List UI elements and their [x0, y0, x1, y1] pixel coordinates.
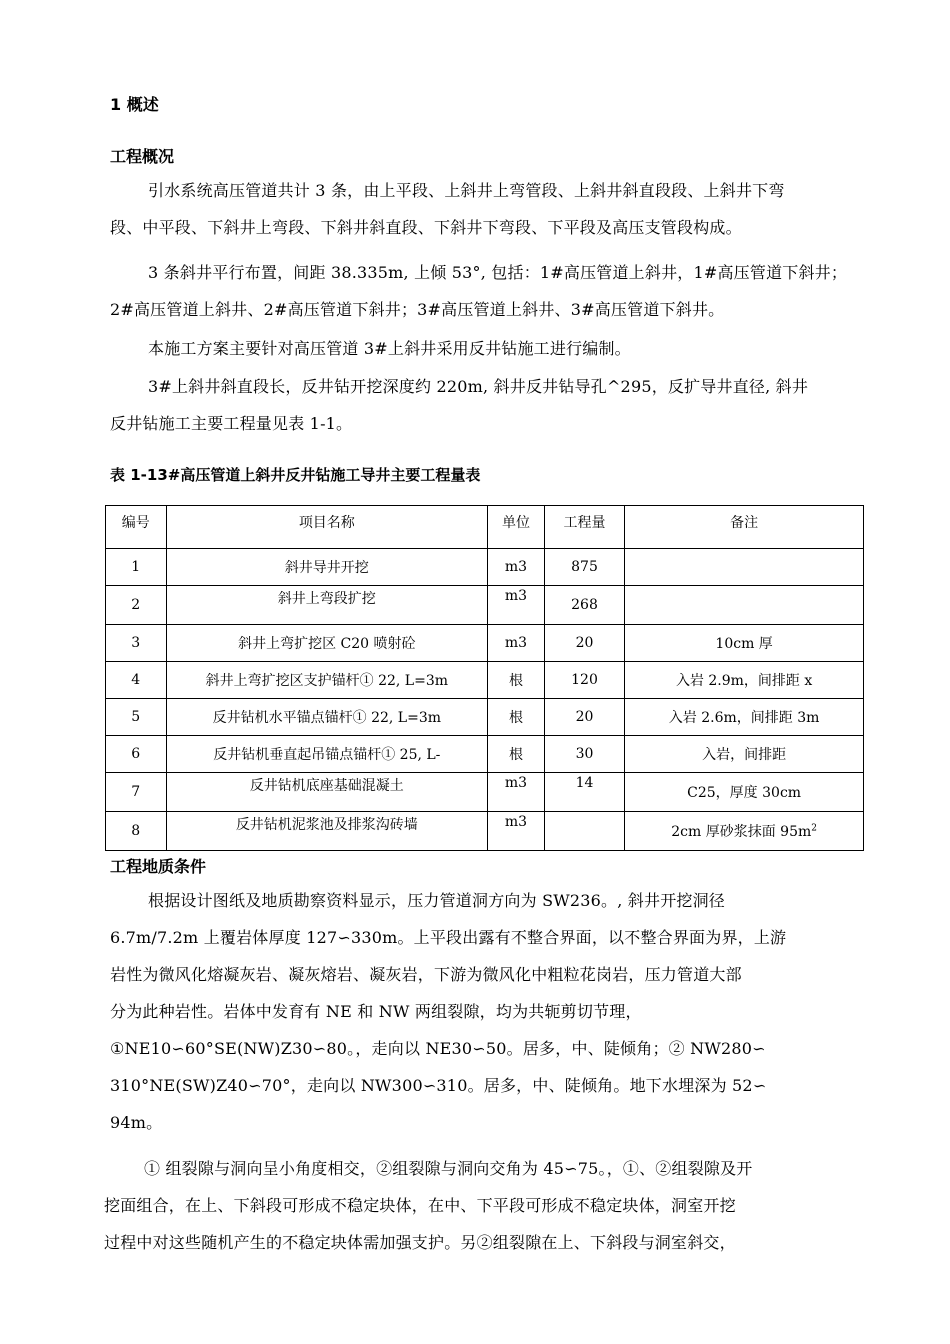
header-cell: 工程量: [544, 506, 624, 549]
quantity-table: [105, 505, 864, 851]
table-cell: [544, 812, 624, 851]
table-cell: 7: [106, 773, 167, 812]
text-line: 2#高压管道上斜井、2#高压管道下斜井；3#高压管道上斜井、3#高压管道下斜井。: [110, 300, 725, 319]
table-cell: 10cm 厚: [625, 625, 864, 662]
paragraph-3: [110, 330, 862, 367]
table-row: [106, 586, 864, 625]
table-row: [106, 773, 864, 812]
remark-text: 2cm 厚砂浆抹面 95m: [671, 824, 812, 840]
table-cell: m3: [488, 773, 545, 812]
table-cell: 8: [106, 812, 167, 851]
text-line: 挖面组合，在上、下斜段可形成不稳定块体，在中、下平段可形成不稳定块体，洞室开挖: [104, 1196, 736, 1215]
paragraph-5: [110, 882, 862, 1141]
table-cell: 斜井上弯段扩挖: [166, 586, 488, 625]
text-line: 过程中对这些随机产生的不稳定块体需加强支护。另②组裂隙在上、下斜段与洞室斜交，: [104, 1233, 736, 1252]
table-cell: 2: [106, 586, 167, 625]
table-cell: 120: [544, 662, 624, 699]
paragraph-6: [104, 1150, 862, 1261]
table-cell: [625, 549, 864, 586]
text-line: 引水系统高压管道共计 3 条，由上平段、上斜井上弯管段、上斜井斜直段段、上斜井下弯: [148, 181, 785, 200]
table-row: [106, 699, 864, 736]
table-cell: 反井钻机水平锚点锚杆① 22, L=3m: [166, 699, 488, 736]
table-cell: 斜井导井开挖: [166, 549, 488, 586]
table-cell: 入岩 2.6m，间排距 3m: [625, 699, 864, 736]
chapter-heading: 1 概述: [110, 95, 159, 114]
table-cell: 268: [544, 586, 624, 625]
paragraph-1: [110, 172, 862, 246]
table-cell: 反井钻机底座基础混凝土: [166, 773, 488, 812]
header-cell: 项目名称: [166, 506, 488, 549]
text-line: 本施工方案主要针对高压管道 3#上斜井采用反井钻施工进行编制。: [148, 339, 631, 358]
table-cell: [625, 586, 864, 625]
table-row: [106, 812, 864, 851]
text-line: 段、中平段、下斜井上弯段、下斜井斜直段、下斜井下弯段、下平段及高压支管段构成。: [110, 218, 742, 237]
table-row: [106, 625, 864, 662]
table-cell: 反井钻机泥浆池及排浆沟砖墙: [166, 812, 488, 851]
table-cell: 3: [106, 625, 167, 662]
table-header-row: [106, 506, 864, 549]
table-cell: 30: [544, 736, 624, 773]
table-cell: 入岩 2.9m，间排距 x: [625, 662, 864, 699]
header-cell: 单位: [488, 506, 545, 549]
table-cell: m3: [488, 549, 545, 586]
header-cell: 备注: [625, 506, 864, 549]
table-cell: 20: [544, 625, 624, 662]
table-cell: 6: [106, 736, 167, 773]
table-cell: 入岩，间排距: [625, 736, 864, 773]
table-cell: 根: [488, 699, 545, 736]
table-caption: 表 1-13#高压管道上斜井反井钻施工导井主要工程量表: [110, 466, 481, 484]
text-line: ①NE10∽60°SE(NW)Z30∽80。，走向以 NE30∽50。居多，中、陡倾角；② NW280∽: [110, 1039, 766, 1058]
section-heading-overview: 工程概况: [110, 147, 175, 166]
table-cell: 5: [106, 699, 167, 736]
table-cell: m3: [488, 586, 545, 625]
table-cell: m3: [488, 625, 545, 662]
table-cell: 4: [106, 662, 167, 699]
text-line: 反井钻施工主要工程量见表 1-1。: [110, 414, 353, 433]
table-cell: 根: [488, 662, 545, 699]
table-cell: 反井钻机垂直起吊锚点锚杆① 25, L-: [166, 736, 488, 773]
table-cell: 875: [544, 549, 624, 586]
table-cell: 斜井上弯扩挖区 C20 喷射砼: [166, 625, 488, 662]
superscript: 2: [811, 823, 817, 834]
text-line: 6.7m/7.2m 上覆岩体厚度 127∽330m。上平段出露有不整合界面，以不整合界面为界，上游: [110, 928, 787, 947]
table-row: [106, 662, 864, 699]
text-line: 310°NE(SW)Z40∽70°，走向以 NW300∽310。居多，中、陡倾角。地下水埋深为 52∽: [110, 1076, 767, 1095]
table-cell: 斜井上弯扩挖区支护锚杆① 22, L=3m: [166, 662, 488, 699]
text-line: 3#上斜井斜直段长，反井钻开挖深度约 220m, 斜井反井钻导孔^295，反扩导井直径, 斜井: [148, 377, 809, 396]
header-cell: 编号: [106, 506, 167, 549]
text-line: 94m。: [110, 1113, 163, 1132]
paragraph-4: [110, 368, 862, 442]
text-line: ① 组裂隙与洞向呈小角度相交，②组裂隙与洞向交角为 45∽75。，①、②组裂隙及开: [144, 1159, 753, 1178]
text-line: 分为此种岩性。岩体中发育有 NE 和 NW 两组裂隙，均为共轭剪切节理，: [110, 1002, 642, 1021]
table-cell: 1: [106, 549, 167, 586]
text-line: 根据设计图纸及地质勘察资料显示，压力管道洞方向为 SW236。, 斜井开挖洞径: [148, 891, 726, 910]
table-row: [106, 549, 864, 586]
table-cell: [625, 812, 864, 851]
table-cell: C25，厚度 30cm: [625, 773, 864, 812]
table-cell: m3: [488, 812, 545, 851]
section-heading-geology: 工程地质条件: [110, 857, 207, 876]
text-line: 岩性为微风化熔凝灰岩、凝灰熔岩、凝灰岩，下游为微风化中粗粒花岗岩，压力管道大部: [110, 965, 742, 984]
paragraph-2: [110, 254, 862, 328]
table-row: [106, 736, 864, 773]
text-line: 3 条斜井平行布置，间距 38.335m, 上倾 53°, 包括：1#高压管道上斜井，1#高压管道下斜井；: [148, 263, 848, 282]
table-cell: 20: [544, 699, 624, 736]
table-cell: 根: [488, 736, 545, 773]
table-cell: 14: [544, 773, 624, 812]
